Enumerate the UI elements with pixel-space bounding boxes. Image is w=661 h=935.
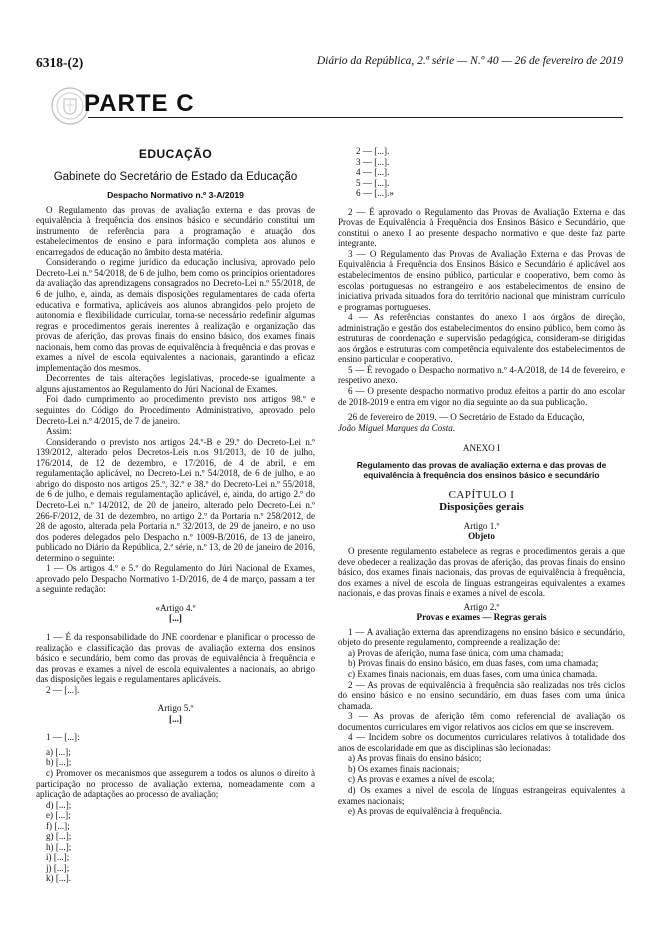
paragraph: Assim:: [46, 426, 72, 437]
paragraph: 5 — É revogado o Despacho normativo n.º 4-A/2018, de 14 de fevereiro, e respetivo anexo.: [338, 364, 625, 386]
section-title: EDUCAÇÃO: [138, 147, 213, 161]
order-title: Despacho Normativo n.º 3-A/2019: [107, 190, 244, 201]
article-subtitle: [...]: [169, 613, 182, 624]
list-item: b) Provas finais do ensino básico, em duas fases, com uma chamada;: [348, 658, 599, 669]
list-item: 5 — [...].: [356, 177, 390, 188]
office-name: Gabinete do Secretário de Estado da Educação: [53, 170, 298, 183]
paragraph: 2 — É aprovado o Regulamento das Provas de Avaliação Externa e das Provas de Equivalência à Frequência dos Ensinos Básico e Secundário, que constitui o anexo I ao presente despacho normativo e que deste faz parte integrante.: [338, 206, 625, 249]
journal-title: Diário da República, 2.ª série — N.º 40 — 26 de fevereiro de 2019: [316, 55, 623, 67]
paragraph: 1 — É da responsabilidade do JNE coordenar e planificar o processo de realização e classificação das provas de avaliação externa dos ensinos básico e secundário, bem como das provas de equivalência à frequência e das provas e exames a nível de escola equivalentes a nacionais, ao abrigo das disposições legais e regulamentares aplicáveis.: [36, 631, 315, 685]
paragraph: Decorrentes de tais alterações legislativas, procede-se igualmente a alguns ajustamentos ao Regulamento do Júri Nacional de Exames.: [36, 373, 315, 394]
article-subtitle: Objeto: [468, 531, 495, 542]
list-item: f) [...];: [46, 820, 70, 831]
right-column: [338, 146, 625, 817]
paragraph: Considerando o previsto nos artigos 24.º-B e 29.º do Decreto-Lei n.º 139/2012, alterado pelos Decretos-Leis n.os 91/2013, de 10 de julho, 176/2014, de 12 de dezembro, e 17/2016, de 4 de abril, e em regulamentação aplicável, no Decreto-Lei n.º 54/2018, de 6 de julho, e ao abrigo do disposto nos artigos 25.º, 32.º e 38.º do Decreto-Lei n.º 55/2018, de 6 de julho, e demais regulamentação aplicável, e, ainda, do artigo 2.º do Decreto-Lei n.º 14/2012, de 20 de janeiro, alterado pelo Decreto-Lei n.º 266-F/2012, de 31 de dezembro, no artigo 2.º da Portaria n.º 258/2012, de 28 de agosto, alterada pela Portaria n.º 32/2013, de 29 de janeiro, e no uso dos poderes delegados pelo Despacho n.º 1009-B/2016, de 13 de janeiro, publicado no Diário da República, 2.ª série, n.º 13, de 20 de janeiro de 2016, determino o seguinte:: [36, 436, 315, 563]
paragraph: 2 — [...].: [46, 684, 80, 695]
list-item: h) [...];: [46, 841, 72, 852]
list-item: c) Exames finais nacionais, em duas fases, com uma única chamada.: [348, 668, 598, 679]
paragraph: 3 — As provas de aferição têm como referencial de avaliação os documentos curriculares em vigor relativos aos ciclos em que se inscrevem.: [338, 711, 625, 732]
signatory: João Miguel Marques da Costa.: [338, 422, 456, 433]
article-heading: Artigo 5.º: [157, 703, 194, 714]
list-item: 6 — [...].»: [356, 188, 394, 199]
part-rule: [88, 117, 623, 118]
paragraph: 1 — Os artigos 4.º e 5.º do Regulamento do Júri Nacional de Exames, aprovado pelo Despacho Normativo 1-D/2016, de 4 de março, passam a ter a seguinte redação:: [36, 563, 315, 595]
continued-list: [338, 146, 625, 199]
list-item: j) [...];: [46, 862, 70, 873]
paragraph: 4 — Incidem sobre os documentos curriculares relativos à totalidade dos anos de escolaridade em que as disciplinas são lecionadas:: [338, 732, 625, 753]
list-item: 2 — [...].: [356, 146, 390, 156]
article-heading: Artigo 1.º: [463, 520, 500, 531]
paragraph: 2 — As provas de equivalência à frequência são realizadas nos três ciclos do ensino básico e no ensino secundário, em duas fases com uma única chamada.: [338, 679, 625, 711]
paragraph: 1 — A avaliação externa das aprendizagens no ensino básico e secundário, objeto do presente regulamento, compreende a realização de:: [338, 626, 625, 648]
part-heading: PARTE C: [84, 90, 195, 117]
paragraph: Foi dado cumprimento ao procedimento previsto nos artigos 98.º e seguintes do Código do Procedimento Administrativo, aprovado pelo Decreto-Lei n.º 4/2015, de 7 de janeiro.: [36, 394, 315, 426]
annex-title: Regulamento das provas de avaliação externa e das provas de equivalência à frequência dos ensinos básico e secundário: [356, 459, 607, 480]
paragraph: O Regulamento das provas de avaliação externa e das provas de equivalência à frequência dos ensinos básico e secundário constitui um instrumento de referência para a programação e atuação dos estabelecimentos de ensino e para informação completa aos alunos e encarregados de educação no âmbito desta matéria.: [36, 204, 315, 257]
chapter-heading: CAPÍTULO I: [448, 488, 515, 501]
paragraph: Considerando o regime jurídico da educação inclusiva, aprovado pelo Decreto-Lei n.º 54/2018, de 6 de julho, bem como os princípios orientadores da avaliação das aprendizagens consagrados no Decreto-Lei n.º 55/2018, de 6 de julho, e, ainda, as demais disposições regulamentares de cada oferta educativa e formativa, aplicáveis aos alunos abrangidos pelo projeto de autonomia e flexibilidade curricular, torna-se necessário redefinir algumas regras e procedimentos gerais inerentes à realização e organização das provas de aferição, das provas finais do ensino básico, dos exames finais nacionais, bem como das provas de equivalência à frequência e das provas e exames a nível de escola equivalentes a nacionais, garantindo a eficaz implementação dos mesmos.: [36, 257, 315, 373]
list-item: g) [...];: [46, 831, 72, 842]
paragraph: 3 — O Regulamento das Provas de Avaliação Externa e das Provas de Equivalência à Frequência dos Ensinos Básico e Secundário é aplicável aos estabelecimentos de ensino público, particular e cooperativo, bem como às escolas portuguesas no estrangeiro e aos estabelecimentos de ensino de iniciativa privada situados fora do território nacional que ministram currículo e programas portugueses.: [338, 248, 625, 312]
list-item: e) [...];: [46, 810, 71, 821]
list-item: a) As provas finais do ensino básico;: [348, 753, 482, 764]
article-subtitle: [...]: [169, 713, 182, 724]
paragraph: 1 — [...]:: [46, 732, 80, 743]
paragraph: O presente regulamento estabelece as regras e procedimentos gerais a que deve obedecer a realização das provas de aferição, das provas finais do ensino básico, dos exames finais nacionais, das provas de equivalência à frequência, dos exames a nível de escola de línguas estrangeiras equivalentes a exames nacionais, e das provas finais e exames a nível de escola.: [338, 545, 625, 599]
list-item: i) [...];: [46, 852, 70, 863]
chapter-title: Disposições gerais: [439, 501, 524, 514]
list-item: a) Provas de aferição, numa fase única, com uma chamada;: [348, 647, 564, 658]
list-item: a) [...];: [46, 746, 71, 757]
left-column: [36, 146, 315, 884]
list-item: d) [...];: [46, 799, 72, 810]
list-item: c) Promover os mecanismos que assegurem a todos os alunos o direito à participação no processo de avaliação externa, nomeadamente com a aplicação de adaptações ao processo de avaliação;: [36, 767, 315, 800]
annex-heading: ANEXO I: [462, 443, 501, 454]
list-item: d) Os exames a nível de escola de línguas estrangeiras equivalentes a exames nacionais;: [338, 784, 625, 806]
list-item: b) [...];: [46, 757, 72, 768]
article-heading: «Artigo 4.º: [155, 602, 196, 613]
list-item: 3 — [...].: [356, 156, 390, 167]
list-item: e) As provas de equivalência à frequência.: [348, 806, 502, 817]
list-item: b) Os exames finais nacionais;: [348, 763, 460, 774]
article-heading: Artigo 2.º: [463, 601, 500, 612]
page-number: 6318-(2): [36, 55, 84, 70]
paragraph: 6 — O presente despacho normativo produz efeitos a partir do ano escolar de 2018-2019 e entra em vigor no dia seguinte ao da sua publicação.: [338, 386, 625, 407]
list-item: k) [...].: [46, 873, 71, 884]
list-item: c) As provas e exames a nível de escola;: [348, 774, 495, 785]
list-item: 4 — [...].: [356, 167, 390, 178]
article-subtitle: Provas e exames — Regras gerais: [416, 612, 547, 623]
paragraph: 4 — As referências constantes do anexo I aos órgãos de direção, administração e gestão dos estabelecimentos do ensino público, bem como às estruturas de coordenação e supervisão pedagógica, consideram-se dirigidas aos órgãos e estruturas com competência equivalente dos estabelecimentos de ensino particular e cooperativo.: [338, 312, 625, 365]
date-line: 26 de fevereiro de 2019. — O Secretário de Estado da Educação,: [348, 412, 585, 423]
